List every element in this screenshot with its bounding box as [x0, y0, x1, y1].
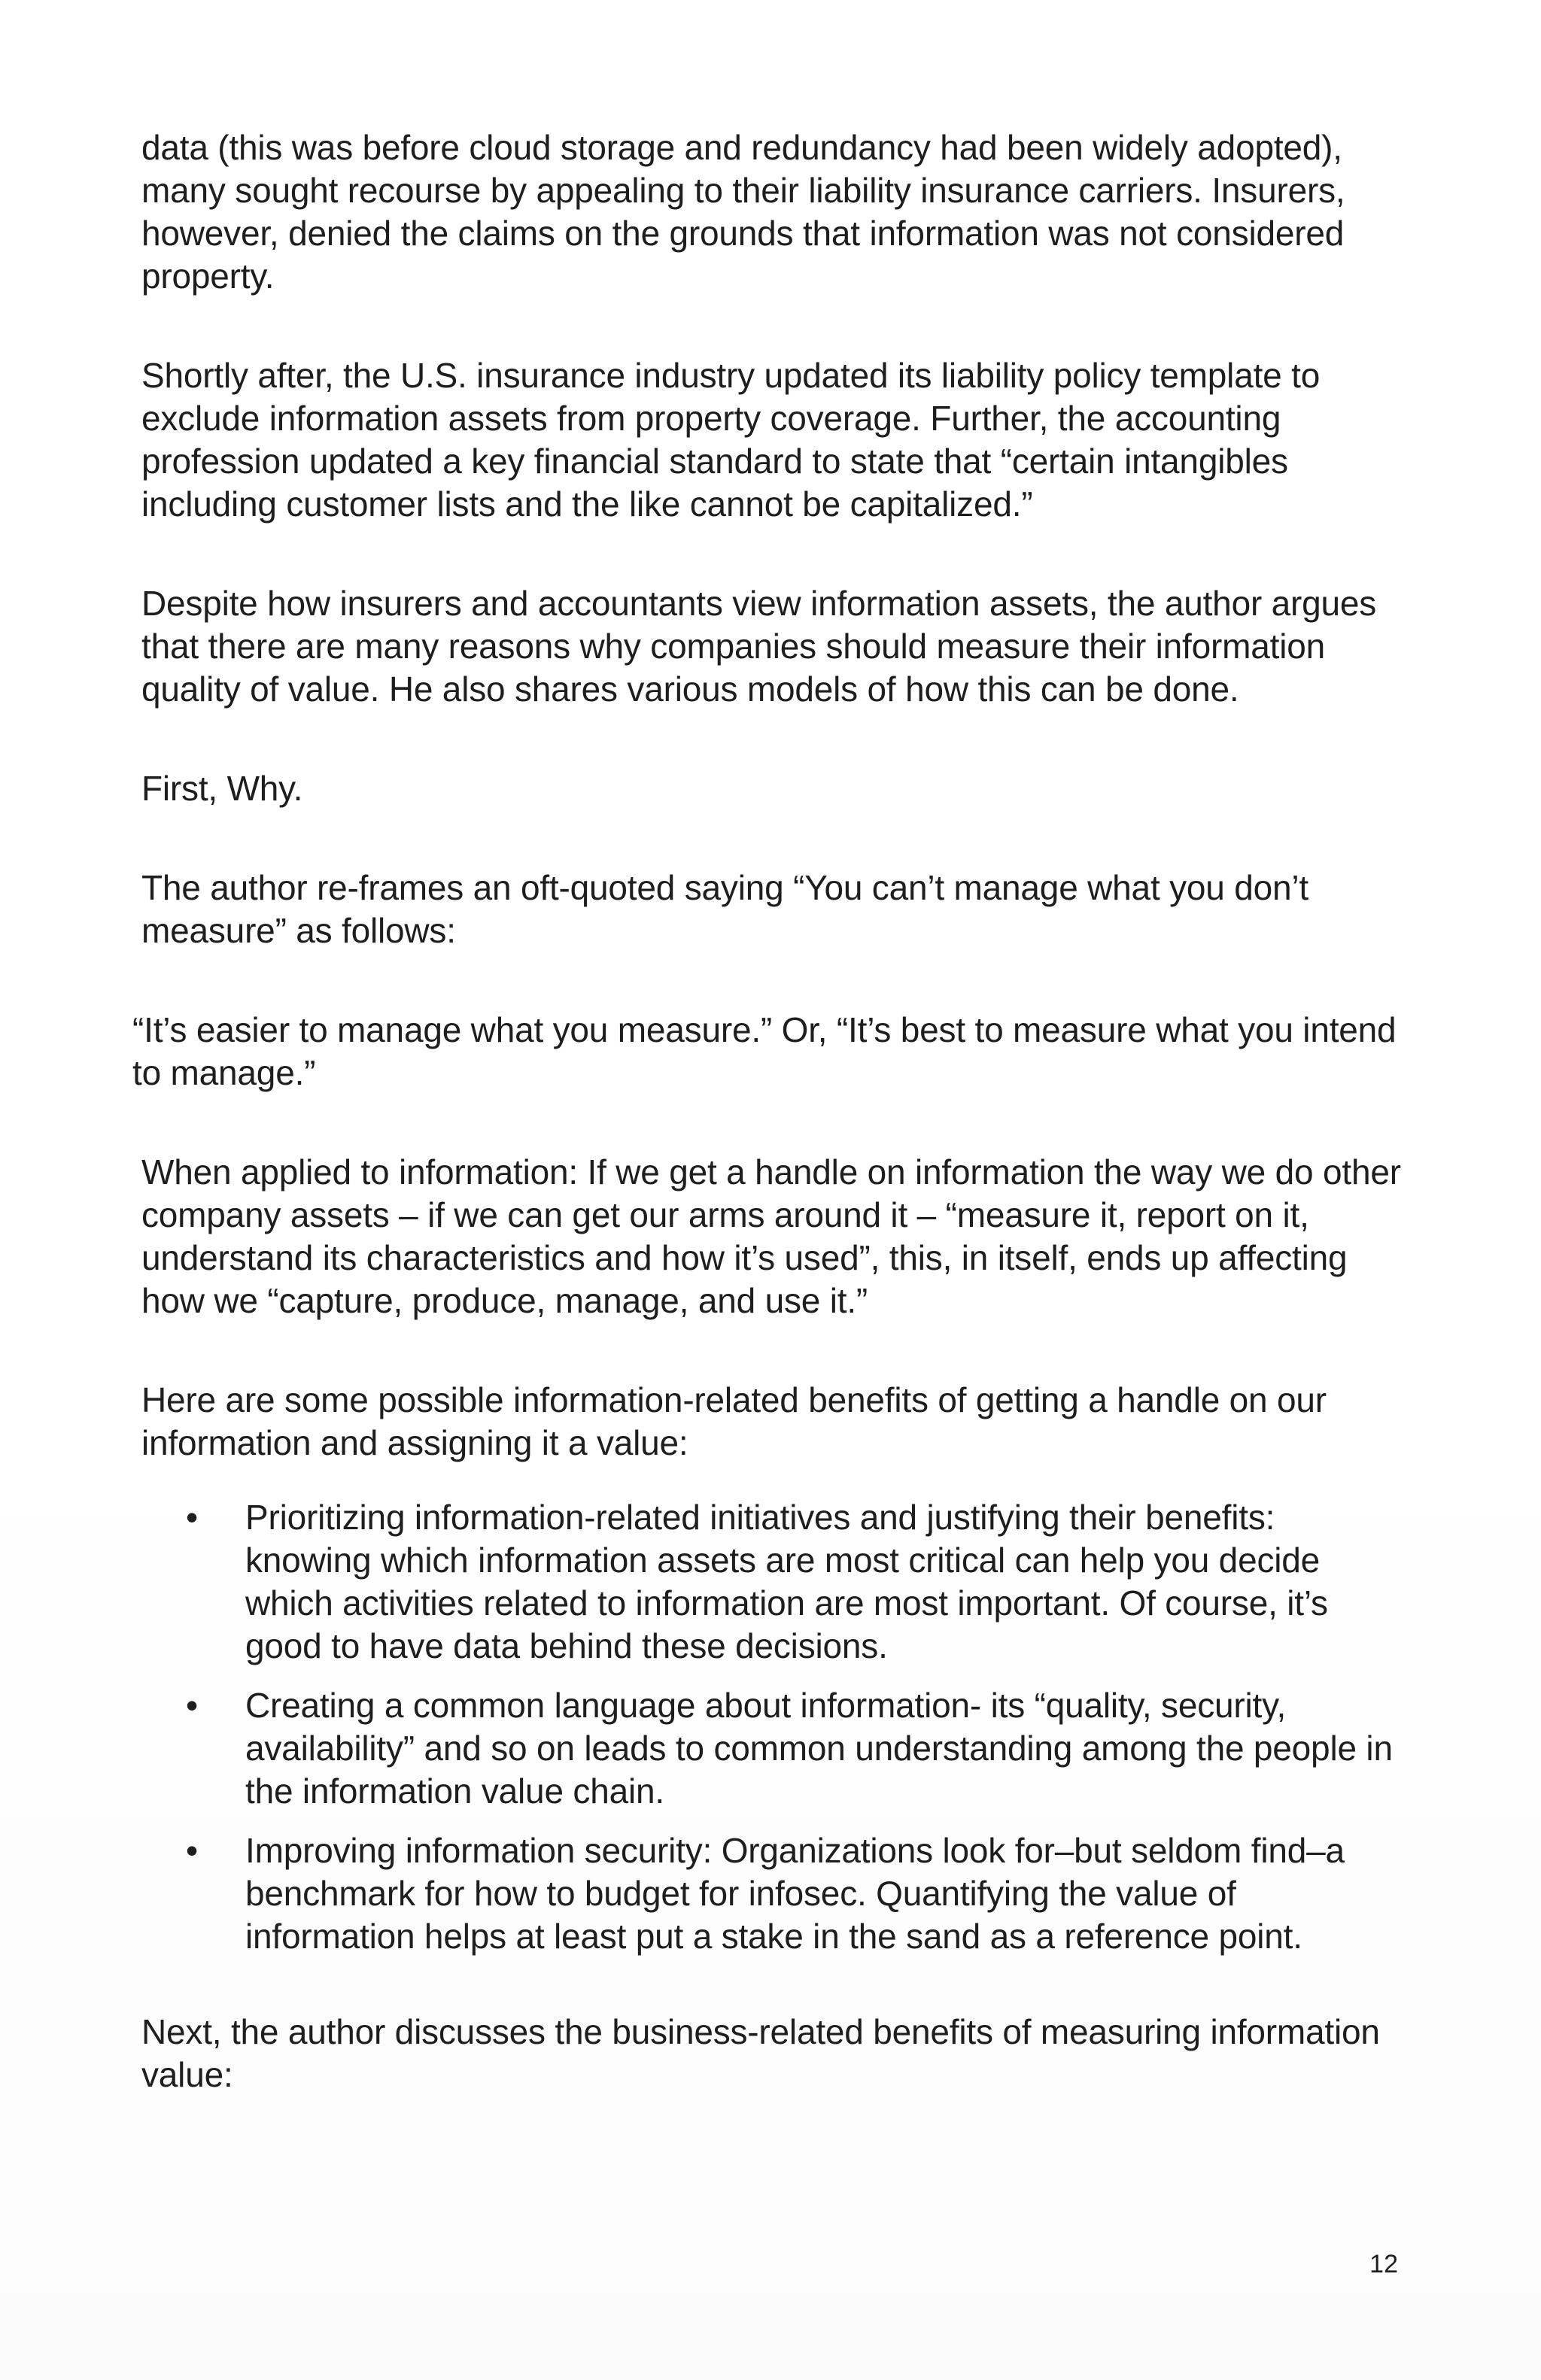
paragraph-first-why: First, Why. [141, 769, 303, 808]
bullet-icon: • [186, 1498, 198, 1537]
page-number: 12 [1369, 2250, 1398, 2278]
bullet-icon: • [186, 1686, 198, 1725]
list-item [141, 1829, 1406, 1958]
list-item [141, 1496, 1406, 1668]
paragraph-business-benefits: Next, the author discusses the business-related benefits of measuring information value: [141, 2012, 1380, 2094]
list-item-text: Creating a common language about information- its “quality, security, availability” and so on leads to common understanding among the people in the information value chain. [245, 1686, 1393, 1811]
paragraph-reframed-saying: The author re-frames an oft-quoted saying “You can’t manage what you don’t measure” as follows: [141, 868, 1308, 950]
paragraph-insurance-update: Shortly after, the U.S. insurance industry updated its liability policy template to exclude information assets from property coverage. Further, the accounting profession updated a key financial standard to state that “certain intangibles including customer lists and the like cannot be capitalized.” [141, 356, 1321, 524]
benefits-list [141, 1496, 1406, 1958]
paragraph-applied-to-information: When applied to information: If we get a handle on information the way we do other company assets – if we can get our arms around it – “measure it, report on it, understand its characteristics and how it’s used”, this, in itself, ends up affecting how we “capture, produce, manage, and use it.” [141, 1152, 1401, 1320]
list-item-text: Improving information security: Organizations look for–but seldom find–a benchmark for how to budget for infosec. Quantifying the value of information helps at least put a stake in the sand as a reference point. [245, 1831, 1345, 1956]
body-text [132, 126, 1406, 2153]
bullet-icon: • [186, 1831, 198, 1870]
paragraph-quote: “It’s easier to manage what you measure.” Or, “It’s best to measure what you intend to manage.” [132, 1010, 1397, 1092]
list-item [141, 1684, 1406, 1813]
paragraph-author-argues: Despite how insurers and accountants view information assets, the author argues that there are many reasons why companies should measure their information quality of value. He also shares various models of how this can be done. [141, 584, 1377, 709]
list-item-text: Prioritizing information-related initiatives and justifying their benefits: knowing which information assets are most critical can help you decide which activities related to information are most important. Of course, it’s good to have data behind these decisions. [245, 1498, 1328, 1665]
paragraph-insurance-claims: data (this was before cloud storage and redundancy had been widely adopted), many sought recourse by appealing to their liability insurance carriers. Insurers, however, denied the claims on the grounds that information was not considered property. [141, 128, 1345, 296]
paragraph-benefits-intro: Here are some possible information-related benefits of getting a handle on our information and assigning it a value: [141, 1380, 1327, 1462]
